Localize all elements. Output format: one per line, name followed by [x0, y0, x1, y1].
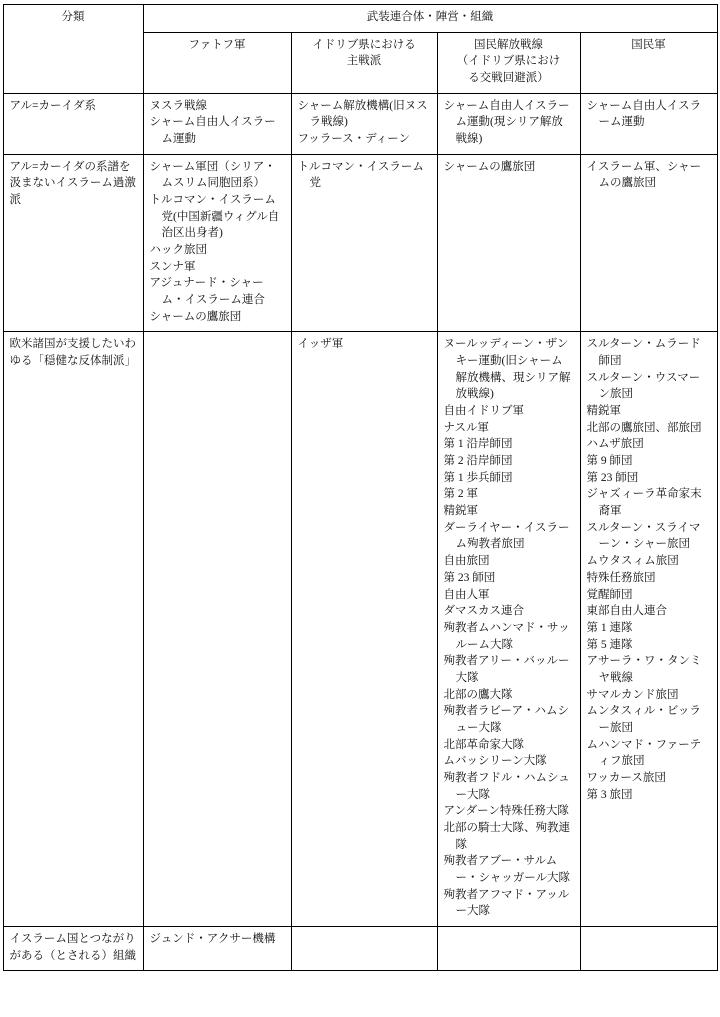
- list-item: トルコマン・イスラーム党: [297, 160, 424, 190]
- list-item: 第 3 旅団: [586, 788, 633, 801]
- list-item: ダーライヤー・イスラーム殉教者旅団: [443, 521, 570, 551]
- list-item: ムバッシリーン大隊: [443, 755, 547, 768]
- list-item: シャーム軍団（シリア・ムスリム同胞団系）: [149, 160, 276, 190]
- cell-idlib-hardliners: [291, 926, 437, 970]
- cell-national-liberation-front: [437, 154, 580, 332]
- list-item: ジャズィーラ革命家末裔軍: [586, 488, 702, 518]
- table-row: [3, 154, 717, 332]
- row-category-label: アル=カーイダの系譜を汲まないイスラーム過激派: [3, 154, 143, 332]
- list-item: 自由人軍: [443, 588, 490, 601]
- group-list: [444, 336, 574, 920]
- list-item: 第 1 連隊: [586, 621, 633, 634]
- group-list: [298, 336, 431, 353]
- cell-national-liberation-front: [437, 93, 580, 154]
- list-item: 殉教者ムハンマド・サッルーム大隊: [443, 621, 570, 651]
- list-item: スルターン・ムラード師団: [586, 338, 701, 368]
- list-item: 精鋭軍: [586, 405, 621, 418]
- list-item: スンナ軍: [149, 260, 196, 273]
- list-item: 殉教者ラビーア・ハムシュー大隊: [443, 705, 569, 734]
- list-item: 第 9 師団: [586, 455, 633, 468]
- group-list: [150, 159, 285, 326]
- list-item: ムンタスィル・ビッラー旅団: [586, 705, 701, 734]
- list-item: シャームの鷹旅団: [149, 310, 242, 323]
- cell-national-army: [580, 154, 717, 332]
- list-item: イスラーム軍、シャームの鷹旅団: [586, 160, 702, 190]
- list-item: ダマスカス連合: [443, 605, 524, 618]
- group-list: [587, 159, 711, 192]
- row-category-label: 欧米諸国が支援したいわゆる「穏健な反体制派」: [3, 332, 143, 927]
- column-header-fatah-army-label: ファトフ軍: [188, 38, 246, 51]
- list-item: 特殊任務旅団: [586, 571, 656, 584]
- list-item: 北部革命家大隊: [443, 738, 524, 751]
- list-item: 殉教者アブー・サルムー・シャッガール大隊: [443, 855, 571, 884]
- cell-idlib-hardliners: [291, 93, 437, 154]
- list-item: 第 1 歩兵師団: [443, 471, 513, 484]
- list-item: シャームの鷹旅団: [443, 160, 536, 173]
- list-item: 覚醒師団: [586, 588, 633, 601]
- list-item: サマルカンド旅団: [586, 688, 679, 701]
- group-list: [298, 98, 431, 148]
- list-item: 北部の鷹旅団、部旅団: [586, 421, 702, 434]
- table-row: [3, 332, 717, 927]
- table-header: [3, 5, 717, 94]
- list-item: ヌールッディーン・ザンキー運動(旧シャーム解放機構、現シリア解放戦線): [443, 338, 571, 401]
- list-item: 第 23 師団: [443, 571, 496, 584]
- column-header-idlib-hardliners: [291, 32, 437, 93]
- list-item: 第 23 師団: [586, 471, 639, 484]
- list-item: 第 1 沿岸師団: [443, 438, 513, 451]
- cell-idlib-hardliners: [291, 154, 437, 332]
- list-item: イッザ軍: [297, 338, 344, 351]
- column-header-national-army-label: 国民軍: [631, 38, 666, 51]
- list-item: 北部の騎士大隊、殉教連隊: [443, 821, 570, 851]
- list-item: ムウタスィム旅団: [586, 555, 679, 568]
- column-header-category: 分類: [3, 5, 143, 94]
- column-header-idlib-hardliners-label: イドリブ県における 主戦派: [312, 38, 416, 68]
- cell-national-liberation-front: [437, 332, 580, 927]
- table-row: [3, 93, 717, 154]
- group-list: [587, 98, 711, 131]
- cell-national-army: [580, 332, 717, 927]
- list-item: ワッカース旅団: [586, 771, 666, 784]
- list-item: フッラース・ディーン: [297, 133, 410, 146]
- list-item: シャーム自由人イスラーム運動: [586, 99, 702, 129]
- cell-national-army: [580, 926, 717, 970]
- list-item: スルターン・スライマーン・シャー旅団: [586, 521, 701, 551]
- list-item: アサーラ・ワ・タンミヤ戦線: [586, 655, 702, 684]
- column-header-fatah-army: [143, 32, 291, 93]
- row-category-label: イスラーム国とつながりがある（とされる）組織: [3, 926, 143, 970]
- cell-idlib-hardliners: [291, 332, 437, 927]
- list-item: ジュンド・アクサー機構: [149, 932, 276, 945]
- list-item: 第 2 軍: [443, 488, 478, 501]
- list-item: アジュナード・シャーム・イスラーム連合: [149, 277, 265, 307]
- list-item: 第 2 沿岸師団: [443, 455, 513, 468]
- table-body: [3, 93, 717, 971]
- list-item: 精鋭軍: [443, 505, 478, 518]
- list-item: ハムザ旅団: [586, 438, 644, 451]
- list-item: 殉教者アリー・バッルー大隊: [443, 655, 570, 684]
- cell-fatah-army: [143, 332, 291, 927]
- group-list: [444, 159, 574, 176]
- list-item: 殉教者フドル・ハムシュー大隊: [443, 771, 570, 801]
- cell-fatah-army: [143, 926, 291, 970]
- table-row: [3, 926, 717, 970]
- armed-groups-table: [3, 4, 718, 971]
- group-list: [298, 159, 431, 192]
- group-list: [444, 98, 574, 148]
- group-list: [587, 336, 711, 803]
- column-header-group: 武装連合体・陣営・組織: [143, 5, 717, 33]
- cell-fatah-army: [143, 154, 291, 332]
- list-item: シャーム解放機構(旧ヌスラ戦線): [297, 99, 428, 129]
- cell-national-liberation-front: [437, 926, 580, 970]
- list-item: 自由イドリブ軍: [443, 405, 524, 418]
- list-item: スルターン・ウスマーン旅団: [586, 371, 701, 401]
- list-item: アンダーン特殊任務大隊: [443, 805, 569, 818]
- list-item: シャーム自由人イスラーム運動: [149, 116, 276, 146]
- list-item: 東部自由人連合: [586, 605, 667, 618]
- row-category-label: アル=カーイダ系: [3, 93, 143, 154]
- list-item: ナスル軍: [443, 421, 490, 434]
- group-list: [150, 931, 285, 948]
- list-item: シャーム自由人イスラーム運動(現シリア解放戦線): [443, 99, 570, 146]
- column-header-national-liberation-front: [437, 32, 580, 93]
- list-item: 自由旅団: [443, 555, 490, 568]
- list-item: 北部の鷹大隊: [443, 688, 513, 701]
- column-header-national-army: [580, 32, 717, 93]
- cell-national-army: [580, 93, 717, 154]
- list-item: ヌスラ戦線: [149, 99, 207, 112]
- cell-fatah-army: [143, 93, 291, 154]
- list-item: ハック旅団: [149, 244, 207, 257]
- group-list: [150, 98, 285, 148]
- list-item: 殉教者アフマド・アッルー大隊: [443, 888, 570, 918]
- list-item: トルコマン・イスラーム党(中国新疆ウィグル自治区出身者): [149, 194, 280, 240]
- column-header-national-liberation-front-label: 国民解放戦線 （イドリブ県におけ る交戦回避派）: [456, 38, 561, 85]
- list-item: 第 5 連隊: [586, 638, 633, 651]
- list-item: ムハンマド・ファーティフ旅団: [586, 738, 702, 768]
- table-header-group-row: [3, 5, 717, 33]
